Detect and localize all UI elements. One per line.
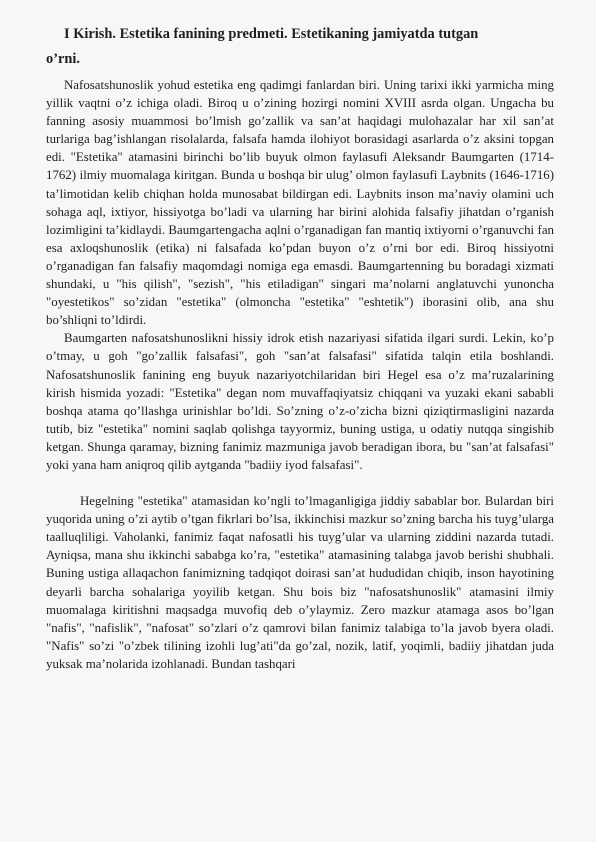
document-title: [46, 22, 554, 72]
title-line-1: I Kirish. Estetika fanining predmeti. Estetikaning jamiyatda tutgan: [64, 26, 479, 42]
paragraph-3: Hegelning "estetika" atamasidan ko’ngli to’lmaganligiga jiddiy sabablar bor. Bulardan biri yuqorida uning o’zi aytib o’tgan fikrlari bo’lsa, ikkinchisi mazkur so’zning barcha his tuyg’ularga taalluqliligi. Vaholanki, fanimiz faqat nafosatli his tuyg’ular va ularning ziddini nazarda tutadi. Ayniqsa, mana shu ikkinchi sababga ko’ra, "estetika" atamasining talabga javob berishi shubhali. Buning ustiga allaqachon fanimizning tadqiqot doirasi san’at hududidan chiqib, inson hayotining deyarli barcha sohalariga yoyilib ketgan. Shu bois biz "nafosatshunoslik" atamasini ilmiy muomalaga kiritishni maqsadga muvofiq deb o’ylaymiz. Zero mazkur atamaga asos bo’lgan "nafis", "nafislik", "nafosat" so’zlari o’z qamrovi bilan fanimiz talabiga to’la javob byera oladi. "Nafis" so’zi "o’zbek tilining izohli lug’ati"da go’zal, nozik, latif, yoqimli, badiiy jihatdan juda yuksak ma’nolarida izohlanadi. Bundan tashqari: [46, 494, 554, 671]
paragraph-2: Baumgarten nafosatshunoslikni hissiy idrok etish nazariyasi sifatida ilgari surdi. Lekin, ko’p o’tmay, u goh "go’zallik falsafasi", goh "san’at falsafasi" sifatida talqin etila boshlandi. Nafosatshunoslik fanining eng buyuk nazariyotchilaridan biri Hegel esa o’z ma’ruzalarining kirish hismida yozadi: "Estetika" degan nom muvaffaqiyatsiz chiqqani va yuzaki ekani sababli boshqa atama qo’llashga urinishlar bo’ldi. So’zning o’z-o’zicha bizni qiziqtirmasligini nazarda tutib, biz "estetika" nomini saqlab qolishga tayyormiz, buning ustiga, u odatiy nutqqa singishib ketgan. Shunga qaramay, bizning fanimiz mazmuniga javob beradigan ibora, bu "san’at falsafasi" yoki yana ham aniqroq qilib aytganda "badiiy iyod falsafasi".: [46, 331, 554, 472]
paragraph-1: Nafosatshunoslik yohud estetika eng qadimgi fanlardan biri. Uning tarixi ikki yarmicha ming yillik vaqtni o’z ichiga oladi. Biroq u o’zining hozirgi nomini XVIII asrda olgan. Ungacha bu fanning asosiy muammosi bo’lmish go’zallik va san’at haqidagi mulohazalar har xil san’at turlariga bag’ishlangan risolalarda, falsafa hamda ilohiyot borasidagi asarlarda o’z aksini topgan edi. "Estetika" atamasini birinchi bo’lib buyuk olmon faylasufi Aleksandr Baumgarten (1714-1762) ilmiy muomalaga kiritgan. Bunda u boshqa bir ulug’ olmon faylasufi Laybnits (1646-1716) ta’limotidan kelib chiqhan holda munosabat bildirgan edi. Laybnits inson ma’naviy olamini uch sohaga aql, ixtiyor, hissiyotga bo’ladi va ularning har birini alohida falsafiy jihatdan o’rganish lozimligini ta’kidlaydi. Baumgartengacha aqlni o’rganadigan fan mantiq ixtiyorni o’rganuvchi fan esa axloqshunoslik (etika) ni falsafada ko’pdan buyon o’z o’rni bor edi. Biroq hissiyotni o’rganadigan fan falsafiy maqomdagi nomiga ega emasdi. Baumgartenning bu boradagi xizmati shundaki, u "his qilish", "sezish", "his etiladigan" singari ma’nolarni anglatuvchi yunoncha "oyestetikos" so’zidan "estetika" (olmoncha "estetika" "eshtetik") iborasini olib, ana shu bo’shliqni to’ldirdi.: [46, 78, 554, 328]
document-body: [46, 22, 554, 673]
title-line-2: o’rni.: [46, 51, 80, 67]
